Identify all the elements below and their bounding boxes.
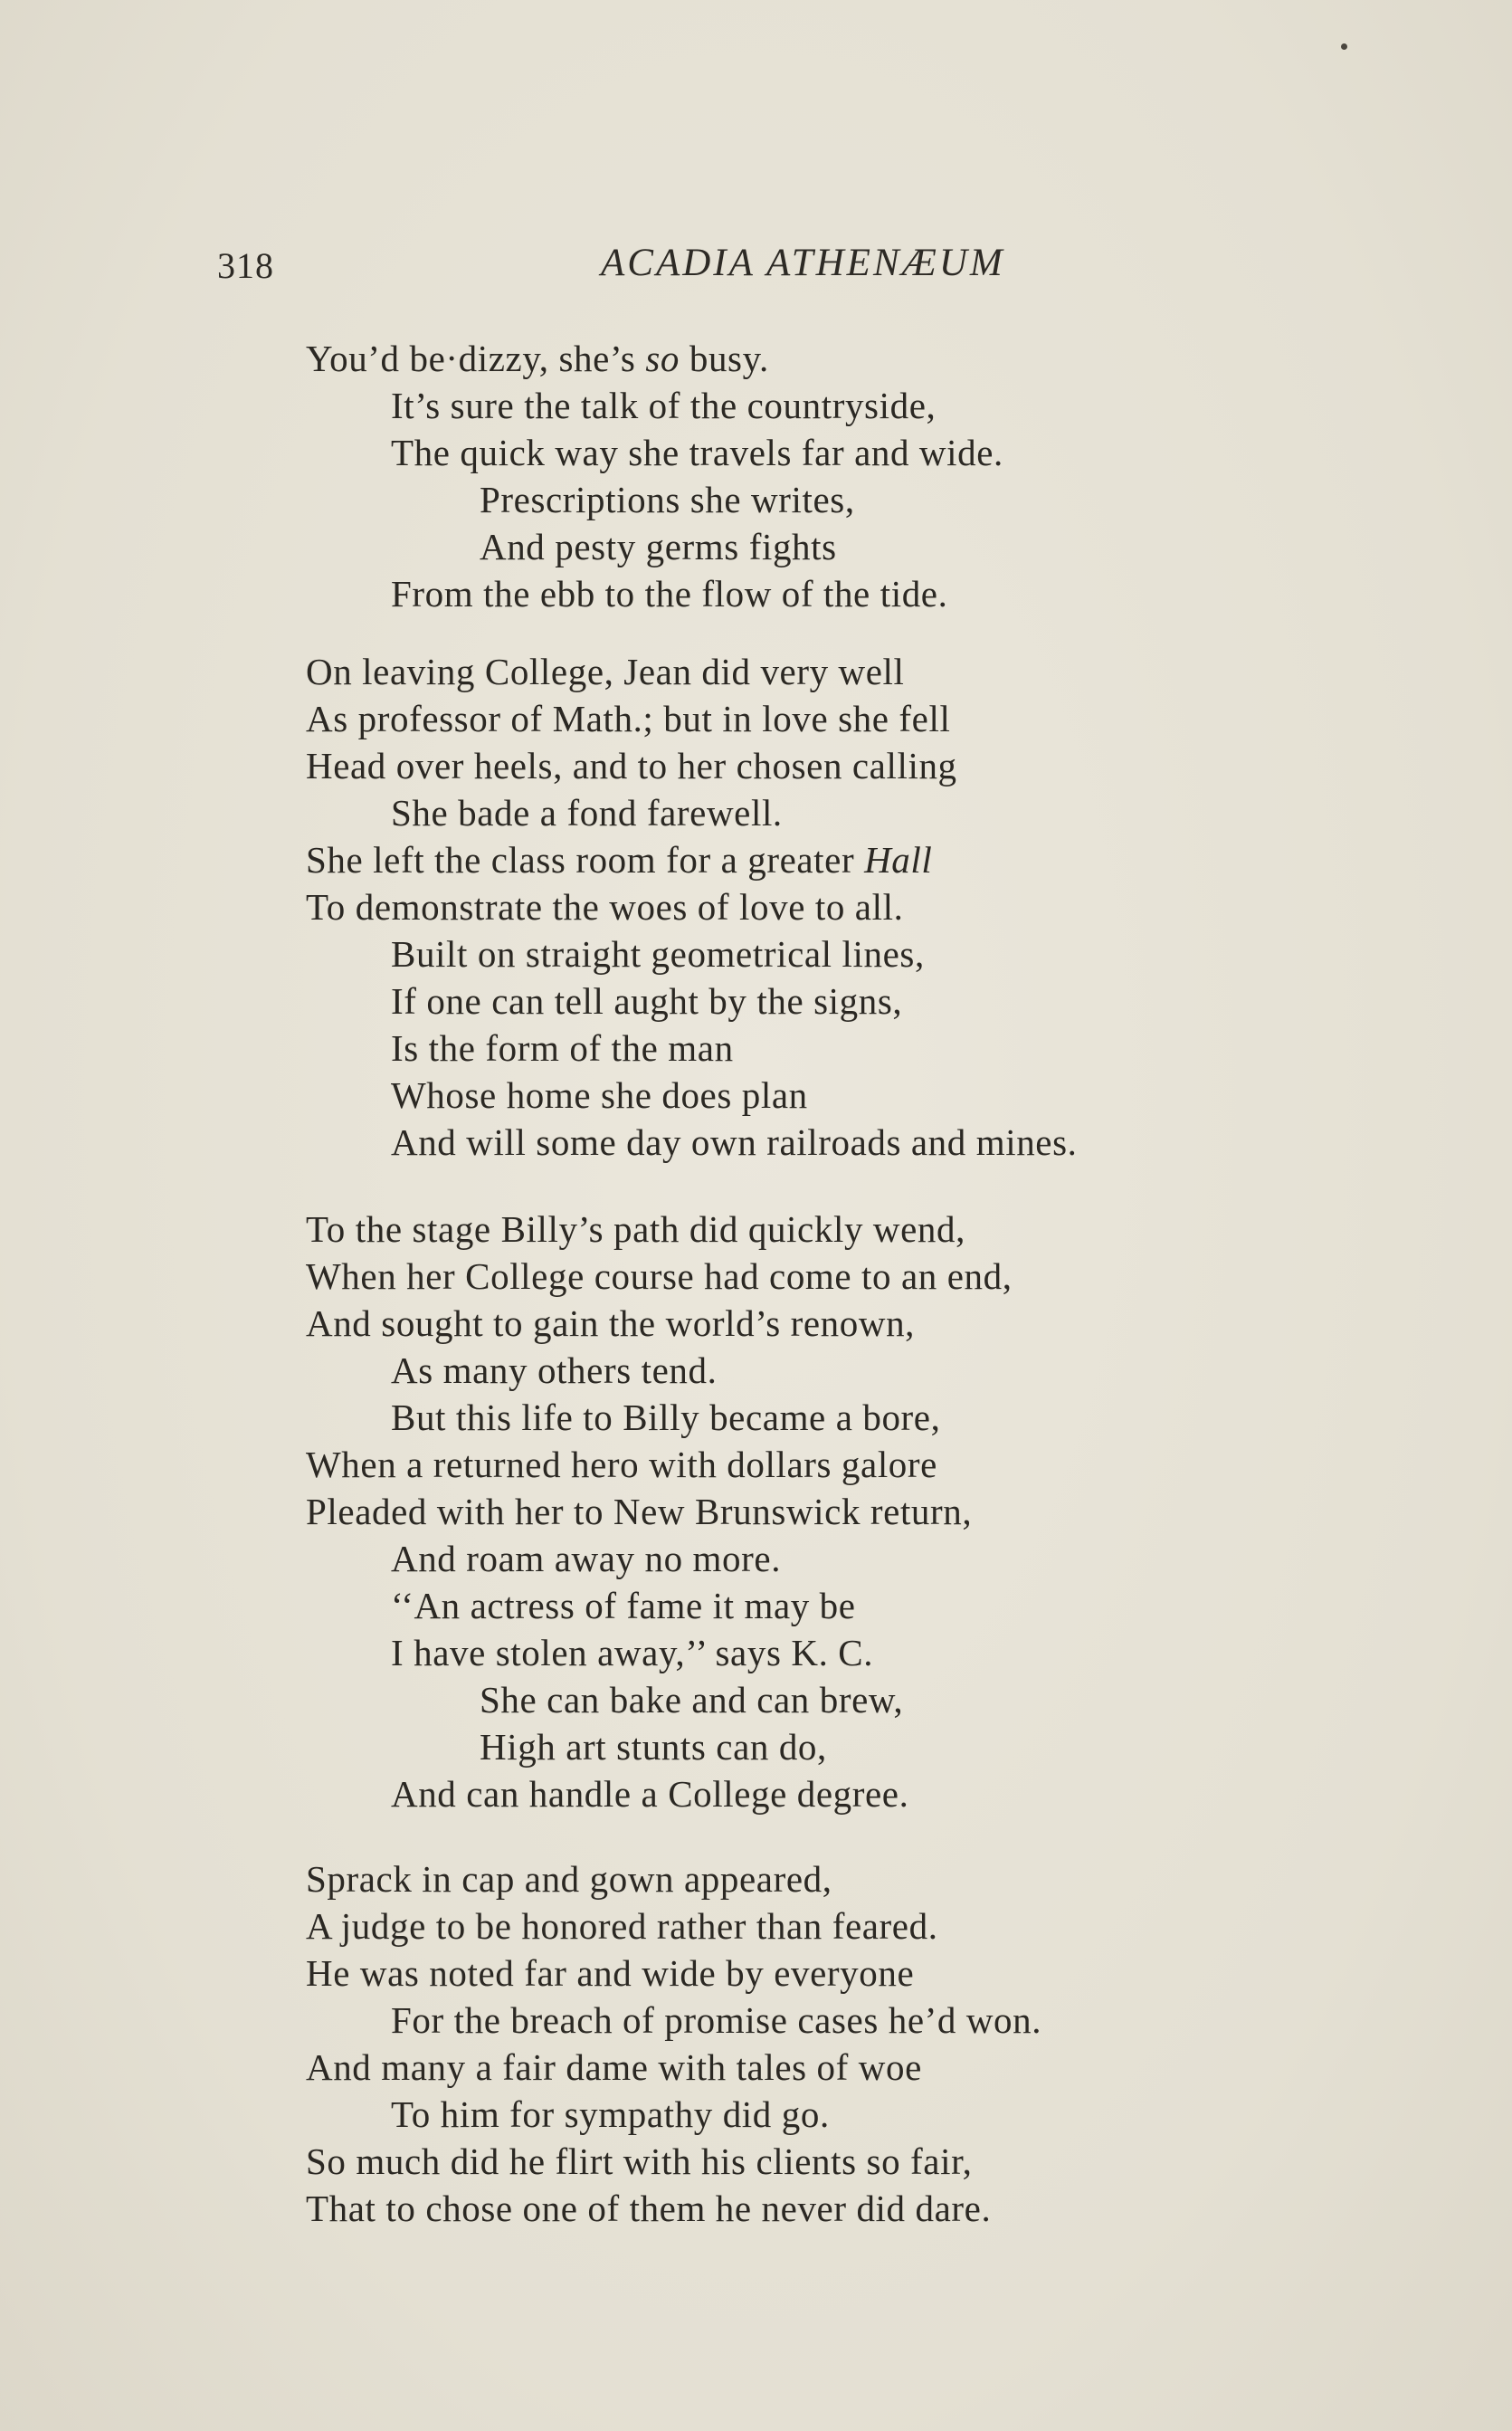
poem-line: Pleaded with her to New Brunswick return,	[306, 1491, 973, 1532]
poem-line: She can bake and can brew,	[480, 1679, 904, 1721]
poem-line: To him for sympathy did go.	[391, 2093, 830, 2135]
poem-line: She left the class room for a greater Hall	[306, 839, 933, 881]
poem-line: The quick way she travels far and wide.	[391, 432, 1003, 473]
poem-line: As professor of Math.; but in love she fell	[306, 698, 951, 739]
page-number: 318	[217, 245, 274, 286]
poem-line: That to chose one of them he never did dare.	[306, 2188, 992, 2229]
poem-line: He was noted far and wide by everyone	[306, 1952, 915, 1994]
poem-line: High art stunts can do,	[480, 1726, 827, 1768]
poem-line: For the breach of promise cases he’d won.	[391, 1999, 1042, 2041]
poem-line: From the ebb to the flow of the tide.	[391, 573, 948, 615]
poem-line: To the stage Billy’s path did quickly wend,	[306, 1208, 965, 1250]
poem-line: Built on straight geometrical lines,	[391, 933, 925, 975]
poem-line: She bade a fond farewell.	[391, 792, 783, 834]
poem-line: When her College course had come to an end,	[306, 1255, 1013, 1297]
poem-line: And can handle a College degree.	[391, 1773, 909, 1815]
ink-speck	[1341, 43, 1347, 50]
poem-line: Whose home she does plan	[391, 1074, 808, 1116]
poem-line: But this life to Billy became a bore,	[391, 1397, 941, 1438]
poem-line: And roam away no more.	[391, 1538, 782, 1579]
poem-line: You’d be·dizzy, she’s so busy.	[306, 338, 769, 379]
poem-line: When a returned hero with dollars galore	[306, 1444, 937, 1485]
poem-line: If one can tell aught by the signs,	[391, 980, 903, 1022]
poem-line: So much did he flirt with his clients so fair,	[306, 2140, 973, 2182]
poem-line: Is the form of the man	[391, 1027, 734, 1069]
poem-line: And sought to gain the world’s renown,	[306, 1302, 916, 1344]
poem-line: To demonstrate the woes of love to all.	[306, 886, 904, 928]
poem-line: ‘‘An actress of fame it may be	[391, 1585, 856, 1626]
running-head-title: ACADIA ATHENÆUM	[601, 242, 1005, 284]
poem-line: Prescriptions she writes,	[480, 479, 855, 520]
poem-line: And will some day own railroads and mines.	[391, 1121, 1078, 1163]
poem-line: Head over heels, and to her chosen calling	[306, 745, 957, 786]
poem-line: And pesty germs fights	[480, 526, 837, 567]
poem-line: On leaving College, Jean did very well	[306, 651, 905, 692]
poem-line: It’s sure the talk of the countryside,	[391, 385, 937, 426]
poem-line: As many others tend.	[391, 1349, 718, 1391]
poem-line: I have stolen away,’’ says K. C.	[391, 1632, 874, 1673]
poem-line: Sprack in cap and gown appeared,	[306, 1858, 832, 1900]
poem-line: A judge to be honored rather than feared.	[306, 1905, 938, 1947]
poem-line: And many a fair dame with tales of woe	[306, 2046, 922, 2088]
